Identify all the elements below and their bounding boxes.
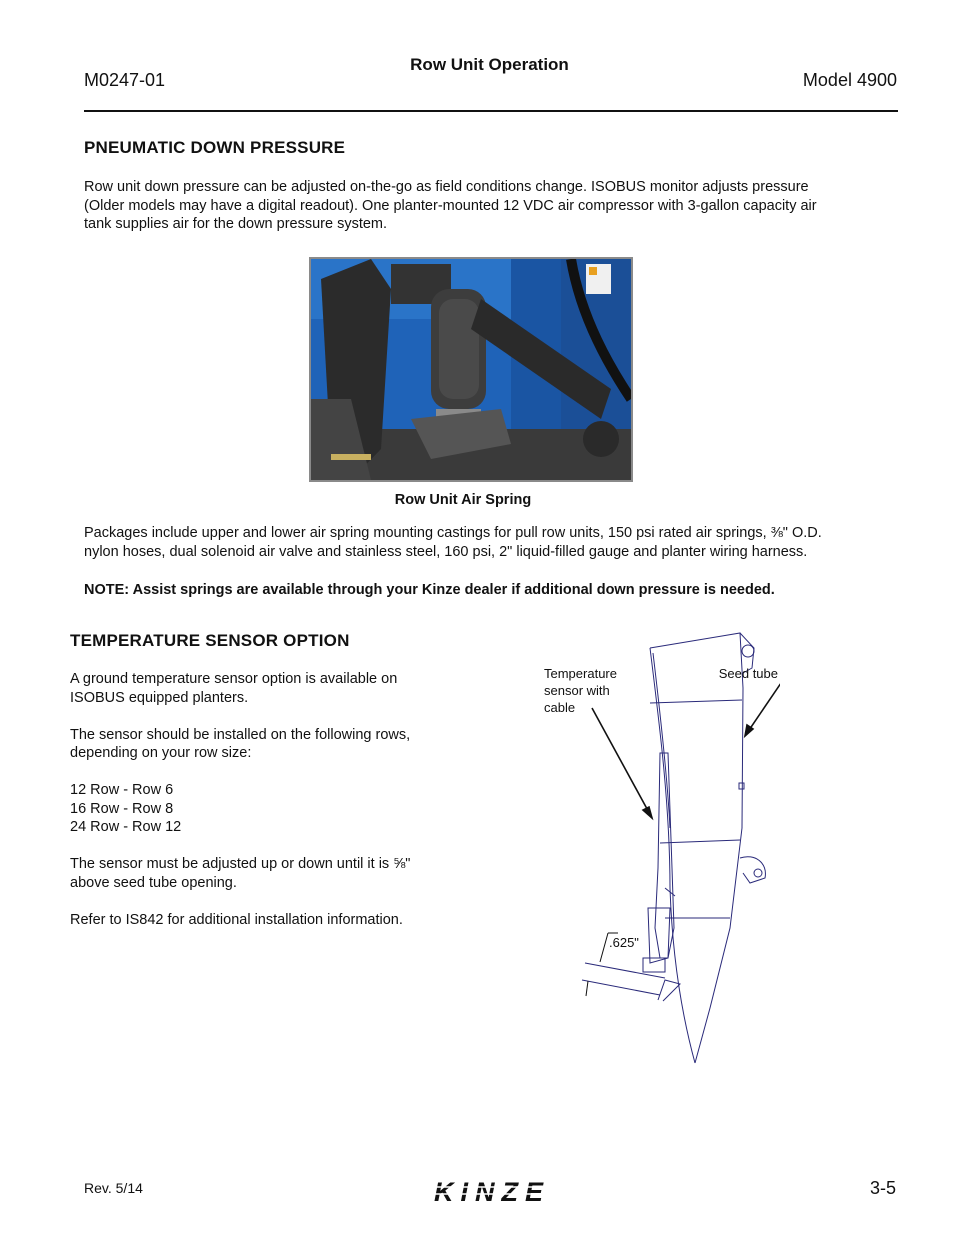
doc-number: M0247-01 [84,70,166,90]
sensor-label-line: cable [544,700,576,715]
temperature-text [70,670,450,929]
header-rule [84,110,898,112]
para-line: The sensor should be installed on the following rows, [70,726,411,743]
intro-line: (Older models may have a digital readout). One planter-mounted 12 VDC air compressor with 3-gallon capacity air [84,197,817,214]
revision: Rev. 5/14 [84,1180,143,1196]
para-line: depending on your row size: [70,745,252,761]
sensor-diagram [540,628,780,1068]
photo-caption: Row Unit Air Spring [394,492,532,508]
para-line: The sensor must be adjusted up or down until it is ⅝" [70,856,411,872]
sensor-label-line: Temperature [544,666,617,681]
row-item: 12 Row - Row 6 [70,782,174,798]
row-item: 24 Row - Row 12 [70,819,182,835]
para-line: Refer to IS842 for additional installation information. [70,911,403,928]
temperature-heading: TEMPERATURE SENSOR OPTION [70,631,350,650]
air-spring-photo [309,257,633,482]
para-line: ISOBUS equipped planters. [70,689,249,706]
dimension-label: .625" [609,935,639,950]
dealer-note: NOTE: Assist springs are available through your Kinze dealer if additional down pressure is needed. [84,582,775,598]
intro-line: tank supplies air for the down pressure system. [84,216,388,232]
para-line: A ground temperature sensor option is available on [70,671,398,687]
packages-text [84,524,822,561]
air-spring-illustration [311,259,631,480]
row-item: 16 Row - Row 8 [70,800,174,817]
seed-tube-label: Seed tube [718,666,778,681]
pneumatic-intro [84,178,817,234]
pneumatic-heading: PNEUMATIC DOWN PRESSURE [84,138,346,157]
intro-line: Row unit down pressure can be adjusted on-the-go as field conditions change. ISOBUS monitor adjusts pressure [84,179,809,195]
page-number: 3-5 [869,1178,896,1198]
section-title: Row Unit Operation [410,55,569,74]
sensor-label [544,665,617,716]
kinze-logo-mark [430,1176,550,1206]
packages-line: Packages include upper and lower air spring mounting castings for pull row units, 150 psi rated air springs, ⅜" O.D. [84,525,822,541]
model-name: Model 4900 [802,70,897,90]
packages-line: nylon hoses, dual solenoid air valve and stainless steel, 160 psi, 2" liquid-filled gauge and planter wiring harness. [84,543,808,560]
svg-text:KINZE: KINZE [434,1177,544,1206]
sensor-label-line: sensor with [544,683,610,698]
kinze-logo [430,1176,550,1211]
para-line: above seed tube opening. [70,874,237,891]
